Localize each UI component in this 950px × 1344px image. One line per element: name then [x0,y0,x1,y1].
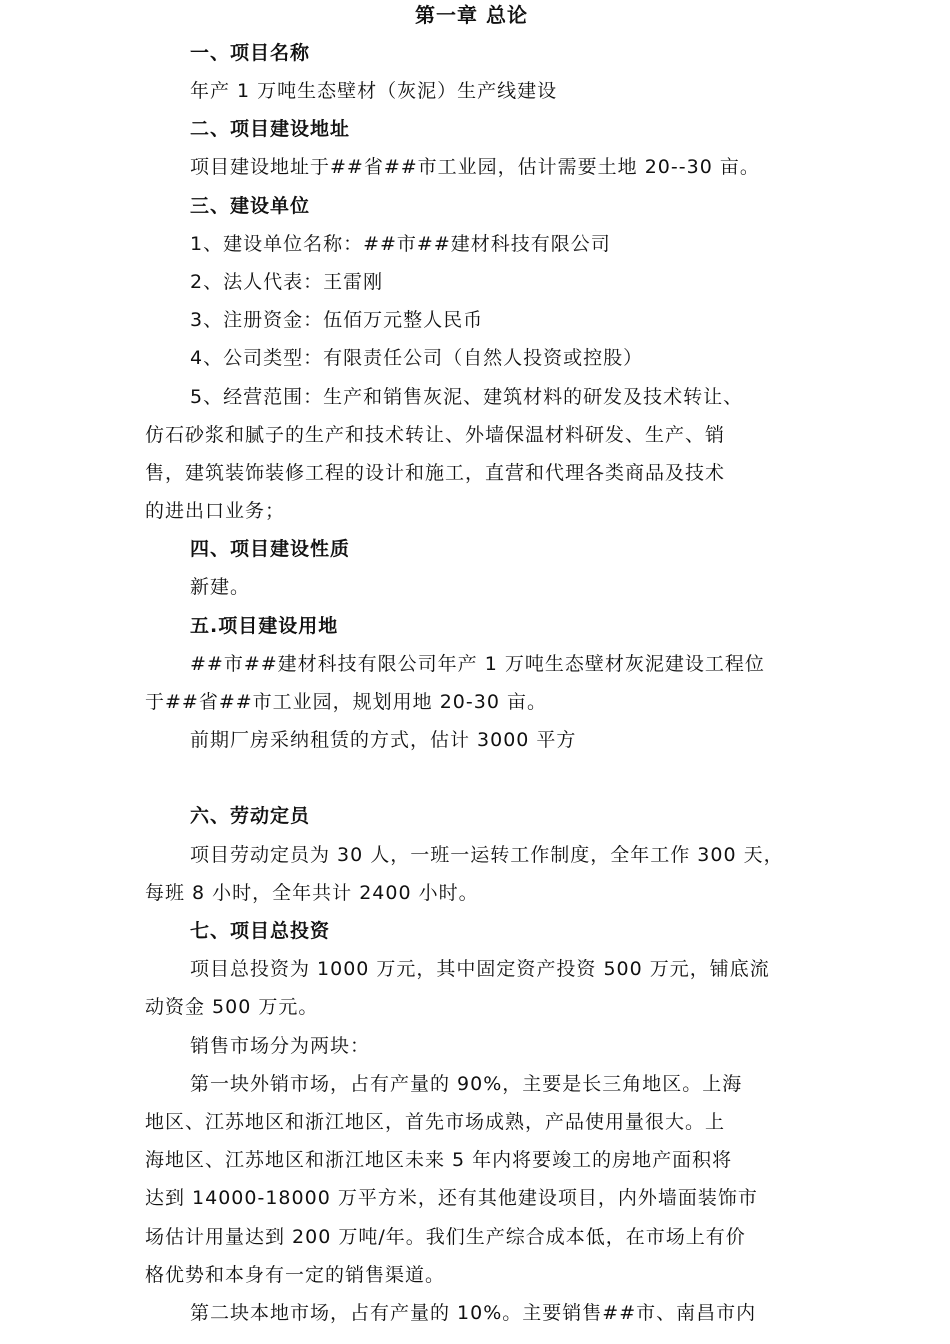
land-text-line: 于##省##市工业园，规划用地 20-30 亩。 [145,691,547,713]
section-heading-builder: 三、建设单位 [190,195,311,217]
address-text: 项目建设地址于##省##市工业园，估计需要土地 20--30 亩。 [190,156,760,178]
chapter-title: 第一章 总论 [415,3,528,27]
land-text-line: 前期厂房采纳租赁的方式，估计 3000 平方 [190,729,577,751]
business-scope-line: 的进出口业务； [145,500,286,522]
investment-text-line: 项目总投资为 1000 万元，其中固定资产投资 500 万元，铺底流 [190,958,770,980]
section-heading-investment: 七、项目总投资 [190,920,331,942]
market-one-line: 第一块外销市场，占有产量的 90%，主要是长三角地区。上海 [190,1073,743,1095]
section-heading-address: 二、项目建设地址 [190,118,351,140]
staffing-text-line: 每班 8 小时，全年共计 2400 小时。 [145,882,479,904]
investment-text-line: 动资金 500 万元。 [145,996,319,1018]
nature-text: 新建。 [190,576,251,598]
project-name-text: 年产 1 万吨生态壁材（灰泥）生产线建设 [190,80,558,102]
section-heading-staffing: 六、劳动定员 [190,805,311,827]
land-text-line: ##市##建材科技有限公司年产 1 万吨生态壁材灰泥建设工程位 [190,653,765,675]
business-scope-line: 仿石砂浆和腻子的生产和技术转让、外墙保温材料研发、生产、销 [145,424,726,446]
builder-item: 2、法人代表：王雷刚 [190,271,384,293]
market-one-line: 达到 14000-18000 万平方米，还有其他建设项目，内外墙面装饰市 [145,1187,758,1209]
market-one-line: 海地区、江苏地区和浙江地区未来 5 年内将要竣工的房地产面积将 [145,1149,733,1171]
section-heading-land: 五.项目建设用地 [190,615,339,637]
market-two-line: 第二块本地市场，占有产量的 10%。主要销售##市、南昌市内 [190,1302,757,1324]
staffing-text-line: 项目劳动定员为 30 人，一班一运转工作制度，全年工作 300 天， [190,844,784,866]
section-heading-nature: 四、项目建设性质 [190,538,351,560]
business-scope-line: 售，建筑装饰装修工程的设计和施工，直营和代理各类商品及技术 [145,462,726,484]
market-one-line: 地区、江苏地区和浙江地区，首先市场成熟，产品使用量很大。上 [145,1111,726,1133]
builder-item: 4、公司类型：有限责任公司（自然人投资或控股） [190,347,644,369]
business-scope-line: 5、经营范围：生产和销售灰泥、建筑材料的研发及技术转让、 [190,386,744,408]
market-one-line: 格优势和本身有一定的销售渠道。 [145,1264,446,1286]
section-heading-project-name: 一、项目名称 [190,42,311,64]
builder-item: 3、注册资金：伍佰万元整人民币 [190,309,484,331]
market-intro: 销售市场分为两块： [190,1035,371,1057]
market-one-line: 场估计用量达到 200 万吨/年。我们生产综合成本低，在市场上有价 [145,1226,746,1248]
builder-item: 1、建设单位名称：##市##建材科技有限公司 [190,233,611,255]
